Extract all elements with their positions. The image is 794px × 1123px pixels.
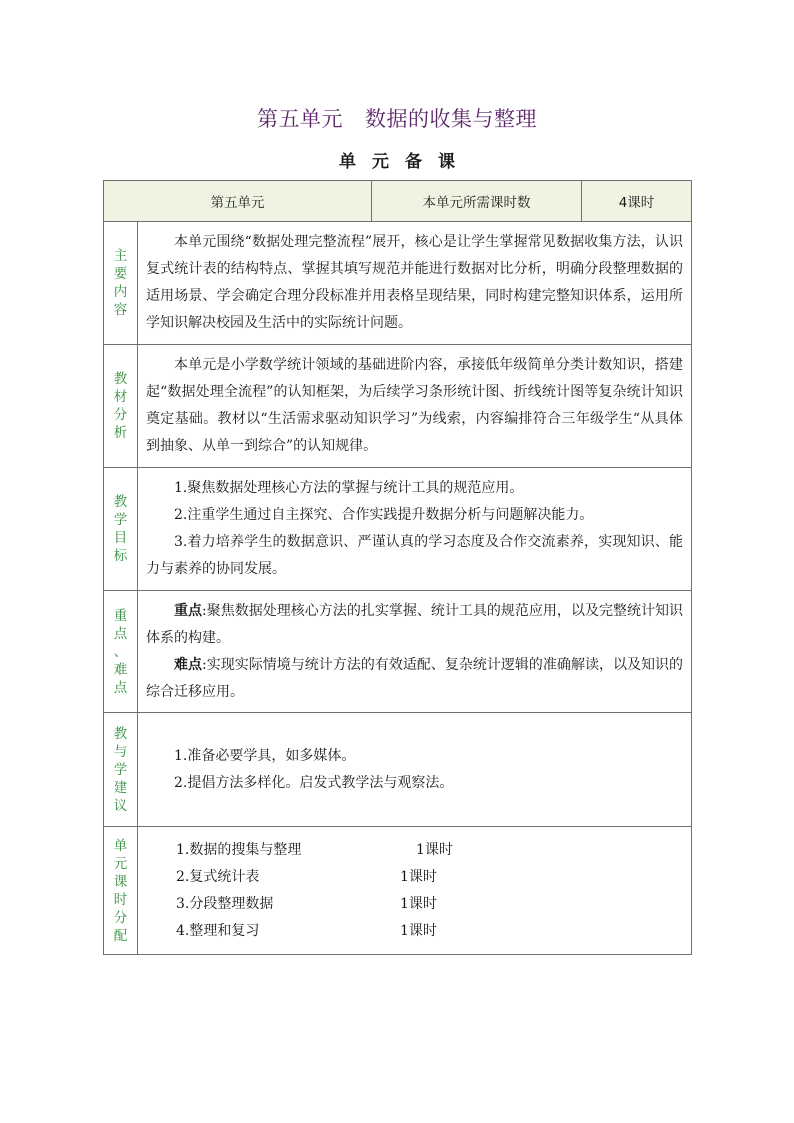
label-key-points: 重 点 、 难 点 (104, 591, 138, 713)
content-textbook-analysis (138, 345, 692, 468)
label-schedule: 单 元 课 时 分 配 (104, 827, 138, 955)
difficulty-text: :实现实际情境与统计方法的有效适配、复杂统计逻辑的准确解读，以及知识的综合迁移应用。 (146, 656, 683, 700)
difficulty-paragraph (146, 652, 683, 706)
row-main-content (104, 222, 692, 345)
row-suggestions (104, 713, 692, 827)
key-point-paragraph (146, 598, 683, 652)
main-content-text: 本单元围绕“数据处理完整流程”展开，核心是让学生掌握常见数据收集方法，认识复式统计表的结构特点、掌握其填写规范并能进行数据对比分析，明确分段整理数据的适用场景、学会确定合理分段标准并用表格呈现结果，同时构建完整知识体系，运用所学知识解决校园及生活中的实际统计问题。 (146, 234, 683, 331)
schedule-item-name: 1.数据的搜集与整理 (176, 841, 302, 858)
schedule-item (146, 918, 683, 945)
schedule-item-hours: 1课时 (400, 895, 437, 912)
schedule-item-name: 2.复式统计表 (176, 868, 260, 885)
document-subtitle: 单元备课 (339, 152, 471, 172)
header-hours-value: 4课时 (582, 181, 692, 222)
schedule-item (146, 864, 683, 891)
row-teaching-goals (104, 468, 692, 591)
content-main-content (138, 222, 692, 345)
suggestion-item: 2.提倡方法多样化。启发式教学法与观察法。 (174, 774, 454, 791)
schedule-item (146, 891, 683, 918)
header-unit: 第五单元 (104, 181, 372, 222)
row-schedule (104, 827, 692, 955)
content-key-points (138, 591, 692, 713)
title-unit: 第五单元 (257, 107, 343, 131)
schedule-item-hours: 1课时 (416, 841, 453, 858)
label-suggestions: 教 与 学 建 议 (104, 713, 138, 827)
goal-item: 1.聚焦数据处理核心方法的掌握与统计工具的规范应用。 (174, 480, 524, 496)
suggestion-item: 1.准备必要学具，如多媒体。 (174, 747, 356, 764)
content-teaching-goals (138, 468, 692, 591)
schedule-item-name: 3.分段整理数据 (176, 895, 274, 912)
key-point-text: :聚焦数据处理核心方法的扎实掌握、统计工具的规范应用，以及完整统计知识体系的构建。 (146, 602, 683, 646)
schedule-item-hours: 1课时 (400, 922, 437, 939)
content-schedule (138, 827, 692, 955)
title-topic: 数据的收集与整理 (365, 107, 537, 131)
goal-item: 3.着力培养学生的数据意识、严谨认真的学习态度及合作交流素养，实现知识、能力与素养的协同发展。 (146, 534, 683, 577)
label-textbook-analysis: 教 材 分 析 (104, 345, 138, 468)
lesson-plan-table (103, 180, 692, 955)
row-textbook-analysis (104, 345, 692, 468)
label-teaching-goals: 教 学 目 标 (104, 468, 138, 591)
textbook-analysis-text: 本单元是小学数学统计领域的基础进阶内容，承接低年级简单分类计数知识，搭建起“数据处理全流程”的认知框架，为后续学习条形统计图、折线统计图等复杂统计知识奠定基础。教材以“生活需求驱动知识学习”为线索，内容编排符合三年级学生“从具体到抽象、从单一到综合”的认知规律。 (146, 357, 683, 454)
schedule-item (146, 837, 683, 864)
header-row (104, 181, 692, 222)
label-main-content: 主 要 内 容 (104, 222, 138, 345)
schedule-item-name: 4.整理和复习 (176, 922, 260, 939)
header-hours-label: 本单元所需课时数 (372, 181, 582, 222)
content-suggestions (138, 713, 692, 827)
difficulty-label: 难点 (174, 656, 203, 673)
document-title (0, 103, 794, 133)
goal-item: 2.注重学生通过自主探究、合作实践提升数据分析与问题解决能力。 (174, 507, 594, 523)
key-point-label: 重点 (174, 602, 203, 619)
schedule-item-hours: 1课时 (400, 868, 437, 885)
row-key-points (104, 591, 692, 713)
